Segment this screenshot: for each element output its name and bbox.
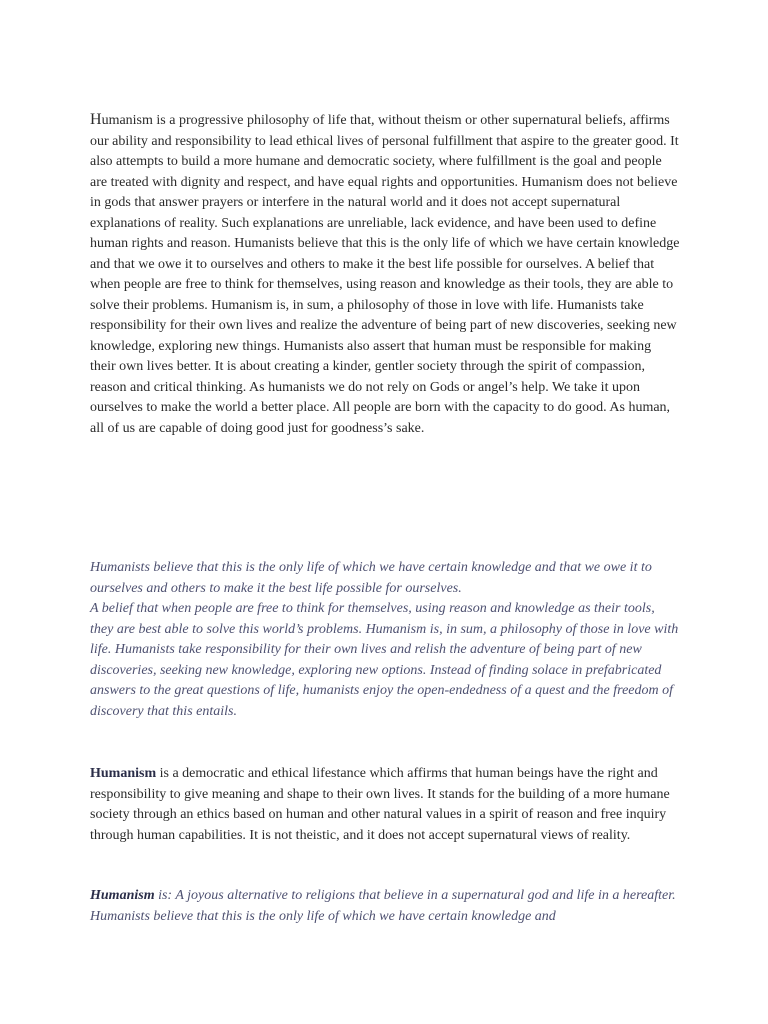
paragraph-text: umanism is a progressive philosophy of life that, without theism or other supernatural beliefs, affirms our ability and responsibility to lead ethical lives of personal fulfillment that aspire to the greater good. It also attempts to build a more humane and democratic society, where fulfillment is the goal and people are treated with dignity and respect, and have equal rights and opportunities. Humanism does not believe in gods that answer prayers or interfere in the natural world and it does not accept supernatural explanations of reality. Such explanations are unreliable, lack evidence, and have been used to define human rights and reason. Humanists believe that this is the only life of which we have certain knowledge and that we owe it to ourselves and others to make it the best life possible for ourselves. A belief that when people are free to think for themselves, using reason and knowledge as their tools, they are able to solve their problems. Humanism is, in sum, a philosophy of those in love with life. Humanists take responsibility for their own lives and realize the adventure of being part of new discoveries, seeking new knowledge, exploring new things. Humanists also assert that human must be responsible for making their own lives better. It is about creating a kinder, gentler society through the spirit of compassion, reason and critical thinking. As humanists we do not rely on Gods or angel’s help. We take it upon ourselves to make the world a better place. All people are born with the capacity to do good. As human, all of us are capable of doing good just for goodness’s sake.: [90, 113, 680, 436]
bold-term: Humanism: [90, 766, 157, 781]
bold-italic-term: Humanism: [90, 888, 155, 903]
humanism-definition-paragraph: [90, 110, 680, 439]
paragraph-text: is a democratic and ethical lifestance which affirms that human beings have the right and responsibility to give meaning and shape to their own lives. It stands for the building of a more humane society through an ethics based on human and other natural values in a spirit of reason and free inquiry through human capabilities. It is not theistic, and it does not accept supernatural views of reality.: [90, 766, 670, 843]
drop-letter: H: [90, 111, 102, 128]
quote-line-2: A belief that when people are free to think for themselves, using reason and knowledge as their tools, they are best able to solve this world’s problems. Humanism is, in sum, a philosophy of those in love with life. Humanists take responsibility for their own lives and relish the adventure of being part of new discoveries, seeking new knowledge, exploring new options. Instead of finding solace in prefabricated answers to the great questions of life, humanists enjoy the open-endedness of a quest and the freedom of discovery that this entails.: [90, 601, 679, 719]
lifestance-paragraph: [90, 764, 680, 846]
joyous-alternative-paragraph: [90, 886, 680, 927]
paragraph-text: is: A joyous alternative to religions that believe in a supernatural god and life in a hereafter. Humanists believe that this is the only life of which we have certain knowledge and: [90, 888, 676, 924]
italic-quote-block: [90, 558, 680, 722]
quote-line-1: Humanists believe that this is the only life of which we have certain knowledge and that we owe it to ourselves and others to make it the best life possible for ourselves.: [90, 560, 652, 596]
